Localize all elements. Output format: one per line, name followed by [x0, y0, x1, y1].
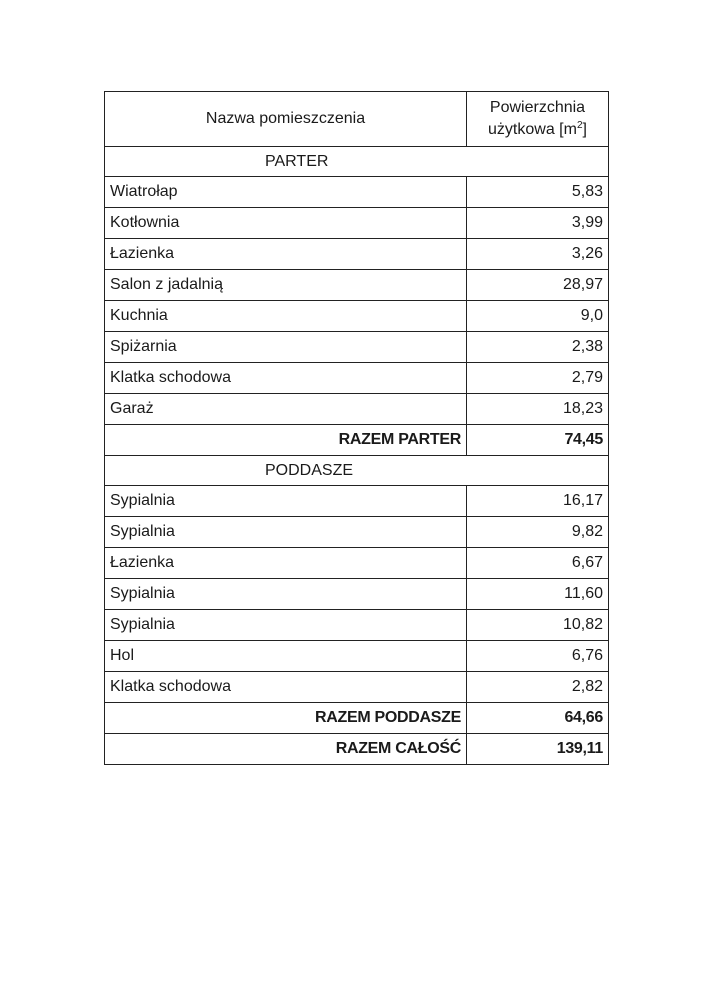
room-name: Wiatrołap [105, 177, 467, 208]
section-row-parter [105, 147, 609, 177]
total-label-poddasze: RAZEM PODDASZE [105, 703, 467, 734]
table-row [105, 208, 609, 239]
grand-total-value: 139,11 [467, 734, 609, 765]
room-name: Kuchnia [105, 301, 467, 332]
header-area-unit-prefix: użytkowa [m [488, 121, 577, 138]
room-name: Salon z jadalnią [105, 270, 467, 301]
room-area: 3,26 [467, 239, 609, 270]
room-name: Łazienka [105, 239, 467, 270]
room-area: 6,67 [467, 548, 609, 579]
table-row [105, 672, 609, 703]
section-label-poddasze: PODDASZE [105, 456, 609, 486]
header-area-line1: Powierzchnia [489, 99, 586, 116]
room-name: Spiżarnia [105, 332, 467, 363]
room-name: Sypialnia [105, 610, 467, 641]
room-area: 16,17 [467, 486, 609, 517]
table-row [105, 394, 609, 425]
table-row [105, 610, 609, 641]
table-row [105, 363, 609, 394]
room-area: 2,82 [467, 672, 609, 703]
table-row [105, 641, 609, 672]
table-row [105, 517, 609, 548]
room-name: Hol [105, 641, 467, 672]
room-name: Sypialnia [105, 517, 467, 548]
table-row [105, 301, 609, 332]
room-area: 2,79 [467, 363, 609, 394]
total-value-parter: 74,45 [467, 425, 609, 456]
grand-total-label: RAZEM CAŁOŚĆ [105, 734, 467, 765]
table-row [105, 579, 609, 610]
header-area-unit-suffix: ] [582, 121, 587, 138]
section-label-parter: PARTER [105, 147, 609, 177]
table-row [105, 332, 609, 363]
room-area: 9,82 [467, 517, 609, 548]
room-name: Klatka schodowa [105, 672, 467, 703]
room-area: 11,60 [467, 579, 609, 610]
area-table [104, 91, 609, 765]
room-area: 9,0 [467, 301, 609, 332]
header-area-line2 [472, 119, 603, 141]
table-row [105, 239, 609, 270]
grand-total-row [105, 734, 609, 765]
room-area: 2,38 [467, 332, 609, 363]
room-area: 6,76 [467, 641, 609, 672]
table-row [105, 486, 609, 517]
table-row [105, 177, 609, 208]
header-usable-area [467, 92, 609, 147]
section-row-poddasze [105, 456, 609, 486]
table-row [105, 548, 609, 579]
table-header-row [105, 92, 609, 147]
parter-rows [105, 177, 609, 425]
total-label-parter: RAZEM PARTER [105, 425, 467, 456]
header-room-name: Nazwa pomieszczenia [105, 92, 467, 147]
room-area: 3,99 [467, 208, 609, 239]
total-row-poddasze [105, 703, 609, 734]
room-area: 10,82 [467, 610, 609, 641]
room-name: Kotłownia [105, 208, 467, 239]
room-name: Łazienka [105, 548, 467, 579]
room-name: Sypialnia [105, 579, 467, 610]
total-row-parter [105, 425, 609, 456]
room-name: Garaż [105, 394, 467, 425]
header-area-unit-sup: 2 [576, 120, 583, 131]
room-area: 18,23 [467, 394, 609, 425]
poddasze-rows [105, 486, 609, 703]
table-row [105, 270, 609, 301]
room-area: 5,83 [467, 177, 609, 208]
room-name: Sypialnia [105, 486, 467, 517]
total-value-poddasze: 64,66 [467, 703, 609, 734]
room-name: Klatka schodowa [105, 363, 467, 394]
room-area: 28,97 [467, 270, 609, 301]
